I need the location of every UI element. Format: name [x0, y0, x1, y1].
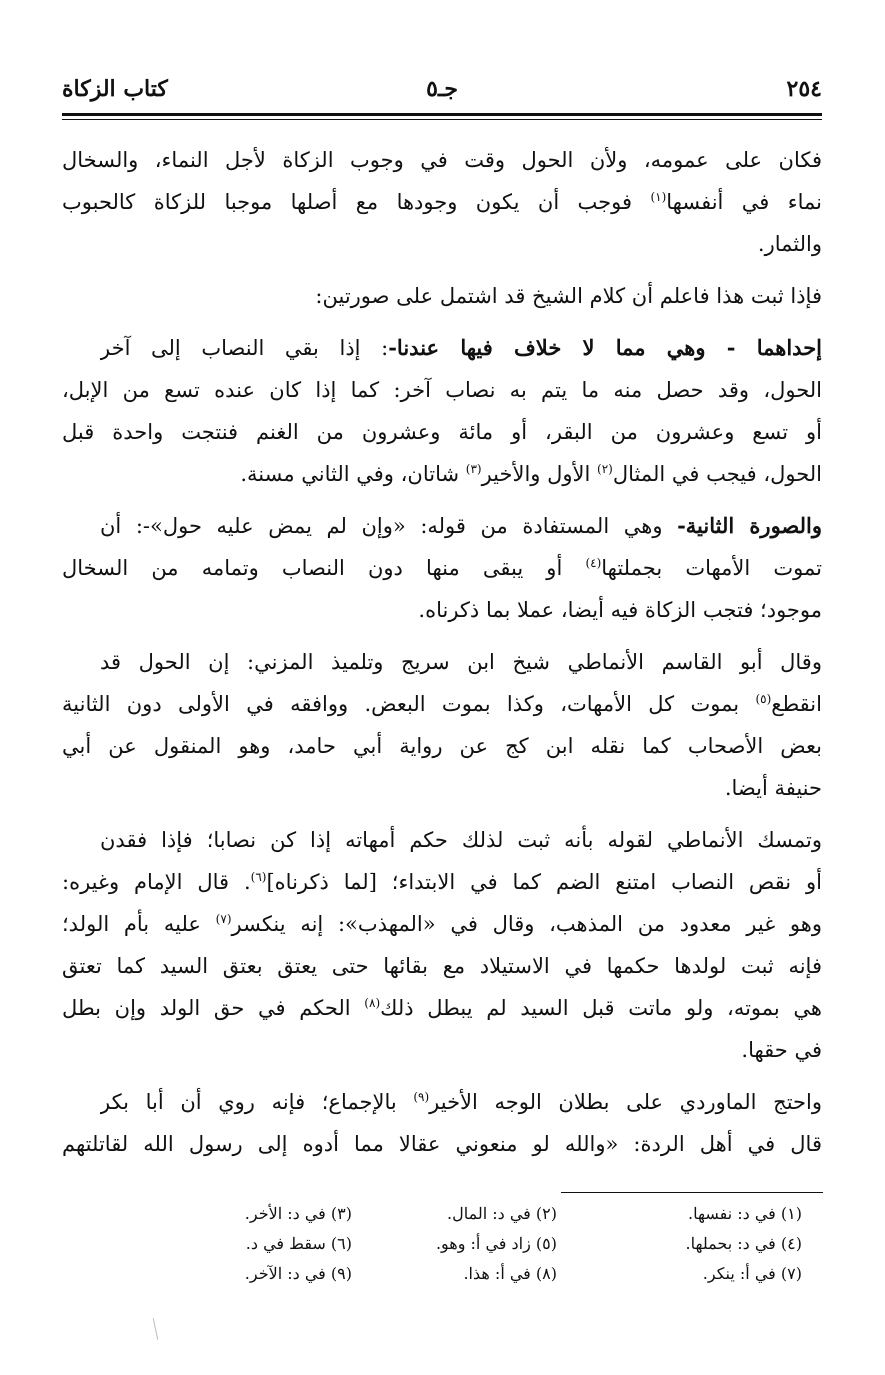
text-line: أو تسع وعشرون من البقر، أو مائة وعشرون من الغنم فنتجت واحدة قبل — [62, 420, 822, 444]
footnote-item: (٧) في أ: ينكر. — [702, 1264, 802, 1283]
text-line: حنيفة أيضا. — [724, 776, 822, 800]
footnote-marker: (٦) — [250, 870, 267, 884]
footnote-rule — [561, 1192, 823, 1193]
text-line: وهو غير معدود من المذهب، وقال في «المهذب»: إنه ينكسر$^{(٧)}$ عليه بأم الولد؛ — [62, 912, 822, 936]
page-number: ٢٥٤ — [786, 76, 822, 102]
text-line: والصورة الثانية- وهي المستفادة من قوله: «وإن لم يمض عليه حول»-: أن — [100, 513, 822, 538]
text-line: وقال أبو القاسم الأنماطي شيخ ابن سريج وتلميذ المزني: إن الحول قد — [100, 650, 822, 674]
text-line: الحول، فيجب في المثال$^{(٢)}$ الأول والأخير$^{(٣)}$ شاتان، وفي الثاني مسنة. — [240, 462, 822, 486]
text-line: وتمسك الأنماطي لقوله بأنه ثبت لذلك حكم أمهاته إذا كن نصابا؛ فإذا فقدن — [100, 828, 822, 852]
scan-mark — [153, 1318, 159, 1340]
footnote-item: (٥) زاد في أ: وهو. — [435, 1234, 557, 1253]
book-title: كتاب الزكاة — [62, 76, 168, 102]
running-header — [62, 74, 822, 114]
text-line: موجود؛ فتجب الزكاة فيه أيضا، عملا بما ذكرناه. — [418, 598, 822, 622]
text-line: تموت الأمهات بجملتها$^{(٤)}$ أو يبقى منها دون النصاب وتمامه من السخال — [62, 556, 822, 580]
text-line: أو نقص النصاب امتنع الضم كما في الابتداء؛ [لما ذكرناه]$^{(٦)}$. قال الإمام وغيره: — [62, 870, 822, 894]
text-line: فإنه ثبت لولدها حكمها في الاستيلاد مع بقائها حتى يعتق بعتق السيد كما تعتق — [62, 954, 822, 978]
footnote-marker: (٤) — [585, 556, 602, 570]
header-rule-thick — [62, 113, 822, 116]
footnote-marker: (٩) — [413, 1090, 430, 1104]
footnote-item: (٣) في د: الأخر. — [244, 1204, 352, 1223]
footnote-marker: (٨) — [364, 996, 381, 1010]
text-line: فإذا ثبت هذا فاعلم أن كلام الشيخ قد اشتمل على صورتين: — [315, 284, 822, 308]
text-line: الحول، وقد حصل منه ما يتم به نصاب آخر: كما إذا كان عنده تسع من الإبل، — [62, 378, 822, 402]
footnote-marker: (٥) — [755, 692, 772, 706]
footnote-item: (٤) في د: بحملها. — [685, 1234, 802, 1253]
footnote-marker: (١) — [650, 190, 667, 204]
footnote-marker: (٣) — [465, 462, 482, 476]
text-line: قال في أهل الردة: «والله لو منعوني عقالا مما أدوه إلى رسول الله لقاتلتهم — [62, 1132, 822, 1156]
text-line: هي بموته، ولو ماتت قبل السيد لم يبطل ذلك$^{(٨)}$ الحكم في حق الولد وإن بطل — [62, 996, 822, 1020]
footnote-item: (٩) في د: الآخر. — [244, 1264, 352, 1283]
text-line: فكان على عمومه، ولأن الحول وقت في وجوب الزكاة لأجل النماء، والسخال — [62, 148, 822, 172]
volume-label: جـ٥ — [426, 76, 458, 102]
text-line: واحتج الماوردي على بطلان الوجه الأخير$^{(٩)}$ بالإجماع؛ فإنه روي أن أبا بكر — [100, 1090, 822, 1114]
text-line: انقطع$^{(٥)}$ بموت كل الأمهات، وكذا بموت البعض. ووافقه في الأولى دون الثانية — [62, 692, 822, 716]
text-line: في حقها. — [741, 1038, 822, 1062]
footnote-item: (١) في د: نفسها. — [688, 1204, 802, 1223]
text-line: بعض الأصحاب كما نقله ابن كج عن رواية أبي حامد، وهو المنقول عن أبي — [62, 734, 822, 758]
footnote-marker: (٢) — [597, 462, 613, 476]
text-line: والثمار. — [757, 232, 822, 256]
footnote-item: (٨) في أ: هذا. — [463, 1264, 557, 1283]
footnote-item: (٢) في د: المال. — [447, 1204, 557, 1223]
text-line: إحداهما - وهي مما لا خلاف فيها عندنا-: إذا بقي النصاب إلى آخر — [100, 335, 822, 360]
header-rule-thin — [62, 119, 822, 120]
footnote-item: (٦) سقط في د. — [245, 1234, 352, 1253]
text-line: نماء في أنفسها$^{(١)}$ فوجب أن يكون وجودها مع أصلها موجبا للزكاة كالحبوب — [62, 190, 822, 214]
footnote-marker: (٧) — [215, 912, 232, 926]
